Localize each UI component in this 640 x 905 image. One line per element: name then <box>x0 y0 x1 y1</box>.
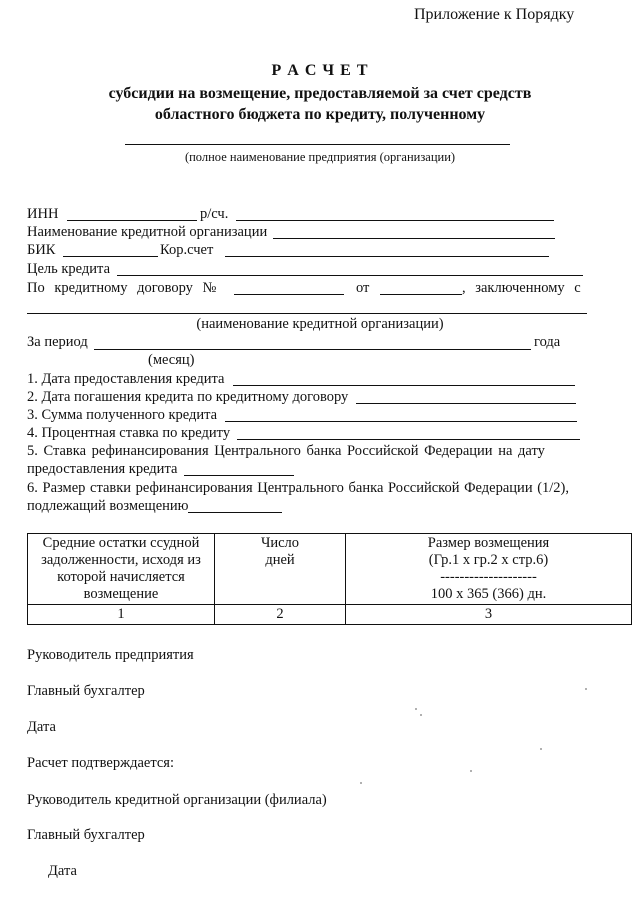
contract-label: По кредитному договору № <box>27 280 217 296</box>
scan-speck <box>470 770 472 772</box>
corr-account-label: Кор.счет <box>160 242 214 258</box>
scan-speck <box>360 782 362 784</box>
table-header-col-3: Размер возмещения (Гр.1 х гр.2 х стр.6) -------------------- 100 х 365 (366) дн. <box>346 534 632 605</box>
item-1-field[interactable] <box>233 385 575 386</box>
signature-accountant: Главный бухгалтер <box>27 683 145 699</box>
scan-speck <box>585 688 587 690</box>
signature-head: Руководитель предприятия <box>27 647 194 663</box>
inn-field[interactable] <box>67 220 197 221</box>
item-5-line-1: 5. Ставка рефинансирования Центрального банка Российской Федерации на дату <box>27 443 545 459</box>
item-3: 3. Сумма полученного кредита <box>27 407 218 423</box>
period-field[interactable] <box>94 349 531 350</box>
item-2-field[interactable] <box>356 403 576 404</box>
subtitle-line-1: субсидии на возмещение, предоставляемой за счет средств <box>108 85 532 102</box>
table-column-number: 3 <box>346 605 632 625</box>
bank-name-caption: (наименование кредитной организации) <box>196 316 444 332</box>
inn-label: ИНН <box>27 206 59 222</box>
document-title: Р А С Ч Е Т <box>271 62 369 79</box>
bank-name-field[interactable] <box>273 238 555 239</box>
item-3-field[interactable] <box>225 421 577 422</box>
signature-accountant-2: Главный бухгалтер <box>27 827 145 843</box>
item-4: 4. Процентная ставка по кредиту <box>27 425 231 441</box>
scan-speck <box>415 708 417 710</box>
account-label: р/сч. <box>200 206 229 222</box>
purpose-field[interactable] <box>117 275 583 276</box>
table-header-col-2: Число дней <box>215 534 346 605</box>
org-name-line[interactable] <box>125 144 510 145</box>
table-header-row <box>28 534 632 605</box>
item-2: 2. Дата погашения кредита по кредитному договору <box>27 389 349 405</box>
org-name-caption: (полное наименование предприятия (организации) <box>184 150 456 164</box>
item-6-field[interactable] <box>188 512 282 513</box>
confirmation-label: Расчет подтверждается: <box>27 755 175 771</box>
table-column-number: 2 <box>215 605 346 625</box>
signature-bank-head: Руководитель кредитной организации (филиала) <box>27 792 327 808</box>
item-4-field[interactable] <box>237 439 580 440</box>
bank-name-line[interactable] <box>27 313 587 314</box>
item-6-line-2: подлежащий возмещению <box>27 498 189 514</box>
item-5-line-2: предоставления кредита <box>27 461 178 477</box>
year-label: года <box>534 334 561 350</box>
table-number-row <box>28 605 632 625</box>
table-column-number: 1 <box>28 605 215 625</box>
table-header-col-1: Средние остатки ссудной задолженности, исходя из которой начисляется возмещение <box>28 534 215 605</box>
bik-label: БИК <box>27 242 56 258</box>
scan-speck <box>420 714 422 716</box>
contract-from-label: от <box>356 280 370 296</box>
signature-date: Дата <box>27 719 56 735</box>
contract-date-field[interactable] <box>380 294 462 295</box>
item-5-field[interactable] <box>184 475 294 476</box>
item-6-line-1: 6. Размер ставки рефинансирования Центрального банка Российской Федерации (1/2), <box>27 480 570 496</box>
contract-number-field[interactable] <box>234 294 344 295</box>
month-caption: (месяц) <box>148 352 195 368</box>
bank-name-label: Наименование кредитной организации <box>27 224 268 240</box>
account-field[interactable] <box>236 220 554 221</box>
calculation-table <box>27 533 632 625</box>
item-1: 1. Дата предоставления кредита <box>27 371 225 387</box>
contract-concluded-label: , заключенному с <box>462 280 581 296</box>
bik-field[interactable] <box>63 256 158 257</box>
period-label: За период <box>27 334 88 350</box>
scan-speck <box>540 748 542 750</box>
appendix-note: Приложение к Порядку <box>414 6 575 23</box>
purpose-label: Цель кредита <box>27 261 111 277</box>
subtitle-line-2: областного бюджета по кредиту, полученному <box>154 106 486 123</box>
signature-date-2: Дата <box>48 863 77 879</box>
corr-account-field[interactable] <box>225 256 549 257</box>
